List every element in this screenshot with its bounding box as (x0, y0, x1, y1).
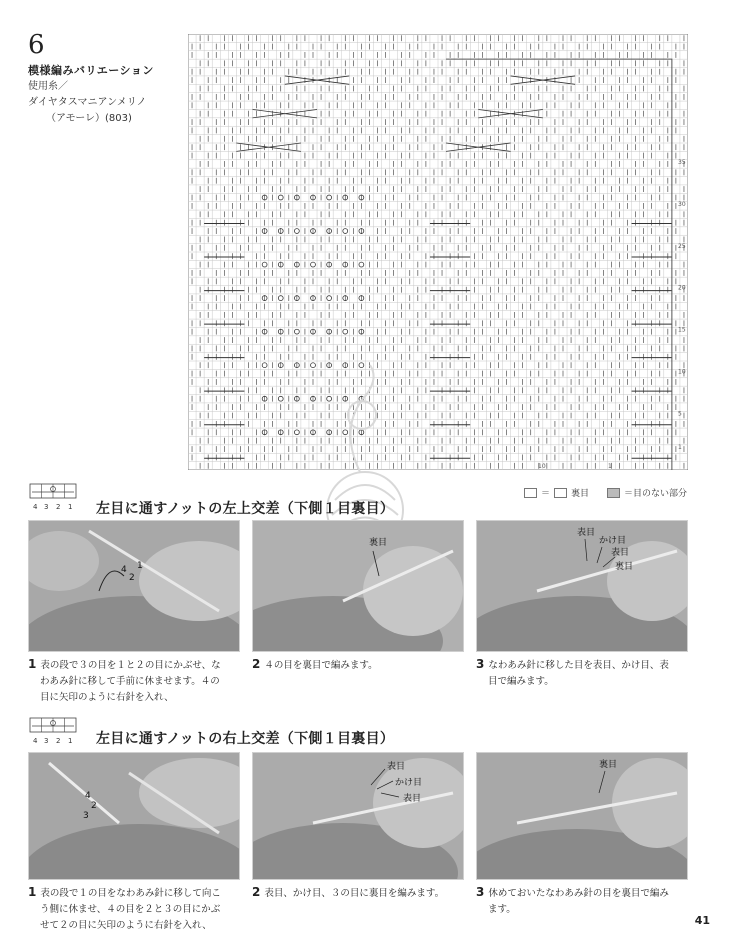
step-photo-3 (476, 520, 688, 652)
photo-annotation: 4 (121, 565, 127, 575)
technique-right-title: 左目に通すノットの右上交差（下側１目裏目） (96, 731, 395, 747)
yarn-color: （アモーレ）(803) (46, 113, 132, 124)
step-photo-4 (28, 752, 240, 880)
step-2-right (252, 884, 467, 902)
row-number-label: 5 (678, 410, 682, 418)
pattern-title: 模様編みバリエーション (28, 64, 154, 77)
column-number-label: 10 (538, 463, 546, 470)
step-text: せて２の目に矢印のように右針を入れ、 (40, 920, 212, 931)
photo-annotation: 1 (137, 561, 143, 571)
step-photo-1 (28, 520, 240, 652)
photo-annotation: 3 (83, 811, 89, 821)
row-number-label: 15 (678, 326, 686, 334)
step-text: 目で編みます。 (488, 676, 554, 687)
step-2-left (252, 656, 462, 674)
mini-chart-left-cross (28, 480, 78, 512)
legend-equals: ＝ (541, 489, 551, 499)
row-number-label: 35 (678, 158, 686, 166)
mini-label: 1 (68, 503, 73, 511)
mini-label: 1 (68, 737, 73, 745)
step-number: 3 (476, 657, 485, 671)
photo-annotation: 4 (85, 791, 91, 801)
step-number: 2 (252, 885, 261, 899)
step-text: 表の段で１の目をなわあみ針に移して向こ (40, 888, 221, 899)
step-text: ４の目を裏目で編みます。 (264, 660, 378, 671)
page-number: 41 (694, 914, 710, 927)
step-number: 3 (476, 885, 485, 899)
step-3-right (476, 884, 686, 918)
yarn-label: 使用糸／ (28, 81, 68, 92)
step-text: 目に矢印のように右針を入れ、 (40, 692, 174, 703)
yarn-name: ダイヤタスマニアンメリノ (28, 97, 147, 108)
technique-left-title: 左目に通すノットの左上交差（下側１目裏目） (96, 501, 395, 517)
step-photo-2 (252, 520, 464, 652)
step-number: 1 (28, 657, 37, 671)
knitting-chart (188, 34, 688, 470)
legend-nostitch-label: ＝目のない部分 (624, 489, 688, 499)
legend-nostitch-box (607, 488, 620, 498)
row-number-label: 30 (678, 200, 686, 208)
mini-label: 4 (33, 503, 38, 511)
mini-chart-right-cross (28, 714, 78, 746)
photo-annotation: 裏目 (599, 760, 618, 770)
legend-purl-box (554, 488, 567, 498)
mini-label: 2 (56, 503, 61, 511)
step-1-right (28, 884, 243, 934)
row-number-label: 20 (678, 284, 686, 292)
photo-annotation: 2 (129, 573, 135, 583)
photo-annotation: 裏目 (369, 538, 388, 548)
step-number: 2 (252, 657, 261, 671)
legend-empty-box (524, 488, 537, 498)
photo-annotation: 表目 (403, 794, 422, 804)
chart-legend (524, 486, 687, 499)
step-text: ます。 (488, 904, 516, 915)
photo-annotation: 裏目 (615, 562, 634, 572)
yarn-info (28, 79, 146, 127)
step-1-left (28, 656, 238, 706)
photo-annotation: 表目 (577, 528, 596, 538)
step-photo-5 (252, 752, 464, 880)
step-photo-6 (476, 752, 688, 880)
step-text: 表の段で３の目を１と２の目にかぶせ、な (40, 660, 221, 671)
step-text: う側に休ませ、４の目を２と３の目にかぶ (40, 904, 221, 915)
row-number-label: 1 (678, 444, 682, 452)
photo-annotation: かけ目 (395, 778, 423, 788)
row-number-label: 25 (678, 242, 686, 250)
row-number-label: 10 (678, 368, 686, 376)
mini-label: 2 (56, 737, 61, 745)
photo-annotation: 表目 (611, 548, 630, 558)
photo-annotation: 表目 (387, 762, 406, 772)
mini-label: 3 (44, 737, 49, 745)
legend-purl-label: 裏目 (571, 489, 590, 499)
chart-grid (188, 34, 688, 470)
mini-label: 3 (44, 503, 49, 511)
photo-annotation: かけ目 (599, 536, 627, 546)
step-text: 休めておいたなわあみ針の目を裏目で編み (488, 888, 669, 899)
step-text: 表目、かけ目、３の目に裏目を編みます。 (264, 888, 445, 899)
column-number-label: 1 (608, 463, 612, 470)
photo-annotation: 2 (91, 801, 97, 811)
step-3-left (476, 656, 686, 690)
pattern-number: 6 (28, 30, 45, 60)
mini-label: 4 (33, 737, 38, 745)
step-text: わあみ針に移して手前に休ませます。４の (40, 676, 220, 687)
step-number: 1 (28, 885, 37, 899)
step-text: なわあみ針に移した目を表目、かけ目、表 (488, 660, 669, 671)
